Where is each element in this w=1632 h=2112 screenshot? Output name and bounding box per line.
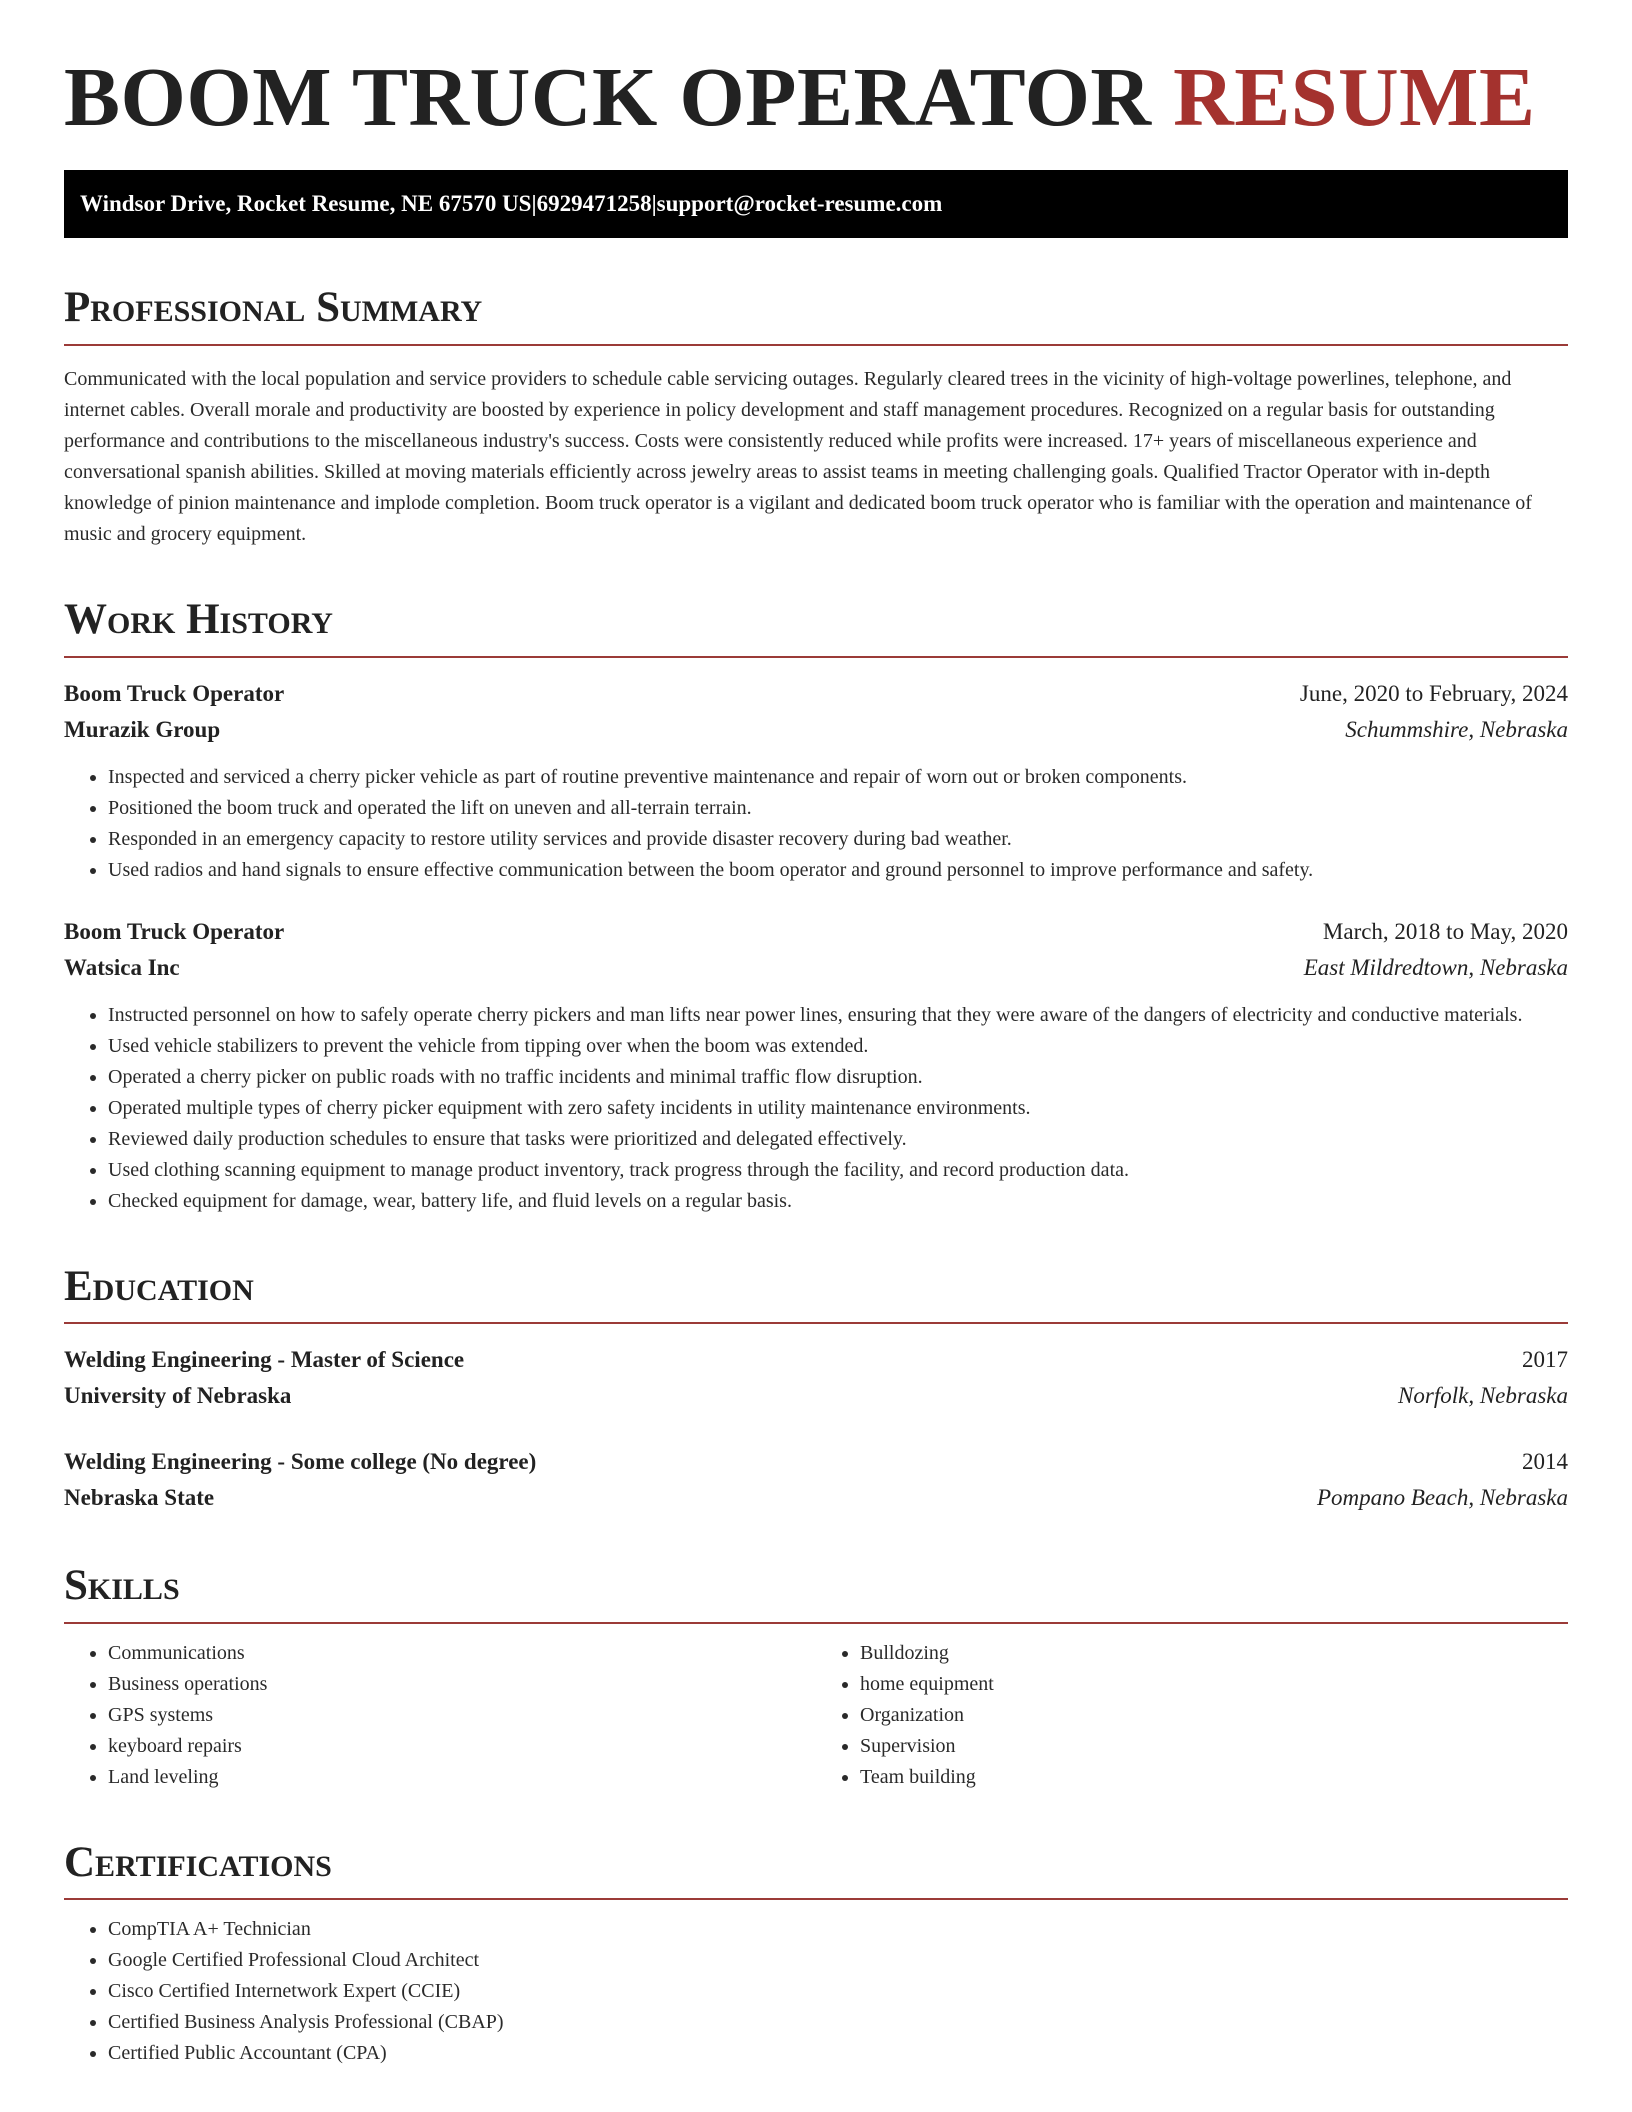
skills-heading: Skills: [64, 1516, 1568, 1624]
title-accent: RESUME: [1173, 51, 1536, 144]
job-bullet: • Operated multiple types of cherry picker equipment with zero safety incidents in utility maintenance environments.: [108, 1093, 1568, 1124]
job-title: Boom Truck Operator: [64, 680, 285, 706]
job-company-row: [64, 712, 1568, 748]
education-school: Nebraska State: [64, 1485, 215, 1511]
certification-item: • CompTIA A+ Technician: [108, 1914, 1568, 1945]
skill-item: • Land leveling: [108, 1762, 816, 1793]
education-entry: [64, 1444, 1568, 1516]
education-location: Norfolk, Nebraska: [1398, 1383, 1568, 1409]
skill-item: • Team building: [860, 1762, 1568, 1793]
contact-address: Windsor Drive, Rocket Resume, NE 67570 US: [80, 191, 532, 217]
contact-bar: [64, 170, 1568, 238]
education-degree-row: [64, 1342, 1568, 1378]
job-bullet: • Instructed personnel on how to safely operate cherry pickers and man lifts near power lines, ensuring that they were aware of the dangers of electricity and conductive materials.: [108, 1000, 1568, 1031]
job-bullet: • Checked equipment for damage, wear, battery life, and fluid levels on a regular basis.: [108, 1186, 1568, 1217]
education-entry: [64, 1342, 1568, 1414]
job-bullets: [64, 1000, 1568, 1217]
job-dates: March, 2018 to May, 2020: [1322, 918, 1568, 944]
skill-item: • home equipment: [860, 1669, 1568, 1700]
education-year: 2017: [1522, 1347, 1568, 1373]
contact-phone[interactable]: 6929471258: [536, 191, 652, 217]
job-bullet: • Used radios and hand signals to ensure effective communication between the boom operator and ground personnel to improve performance and safety.: [108, 855, 1568, 886]
job-bullet: • Operated a cherry picker on public roads with no traffic incidents and minimal traffic flow disruption.: [108, 1062, 1568, 1093]
certifications-list: [64, 1914, 1568, 2069]
education-school-row: [64, 1480, 1568, 1516]
job-title: Boom Truck Operator: [64, 918, 285, 944]
job-bullet: • Inspected and serviced a cherry picker vehicle as part of routine preventive maintenance and repair of worn out or broken components.: [108, 762, 1568, 793]
job-bullet: • Used clothing scanning equipment to manage product inventory, track progress through the facility, and record production data.: [108, 1155, 1568, 1186]
skill-item: • Business operations: [108, 1669, 816, 1700]
job-entry: [64, 914, 1568, 1217]
skill-item: • Bulldozing: [860, 1638, 1568, 1669]
job-company: Watsica Inc: [64, 954, 180, 980]
education-heading: Education: [64, 1217, 1568, 1325]
job-company-row: [64, 950, 1568, 986]
skill-item: • keyboard repairs: [108, 1731, 816, 1762]
education-degree-row: [64, 1444, 1568, 1480]
certification-item: • Cisco Certified Internetwork Expert (CCIE): [108, 1976, 1568, 2007]
skill-item: • Organization: [860, 1700, 1568, 1731]
skills-column-left: [64, 1638, 816, 1793]
job-bullet: • Used vehicle stabilizers to prevent the vehicle from tipping over when the boom was extended.: [108, 1031, 1568, 1062]
work-history-heading: Work History: [64, 550, 1568, 658]
resume-title: [64, 52, 1568, 144]
education-year: 2014: [1522, 1449, 1568, 1475]
contact-email[interactable]: support@rocket-resume.com: [656, 191, 943, 217]
job-header-row: [64, 914, 1568, 950]
title-main: BOOM TRUCK OPERATOR: [64, 51, 1152, 144]
job-dates: June, 2020 to February, 2024: [1299, 680, 1568, 706]
resume-page: [64, 0, 1568, 2069]
job-bullets: [64, 762, 1568, 886]
job-bullet: • Responded in an emergency capacity to restore utility services and provide disaster recovery during bad weather.: [108, 824, 1568, 855]
certification-item: • Google Certified Professional Cloud Architect: [108, 1945, 1568, 1976]
education-school: University of Nebraska: [64, 1383, 292, 1409]
job-entry: [64, 676, 1568, 886]
skill-item: • Supervision: [860, 1731, 1568, 1762]
job-company: Murazik Group: [64, 716, 221, 742]
job-location: Schummshire, Nebraska: [1345, 716, 1568, 742]
education-school-row: [64, 1378, 1568, 1414]
job-header-row: [64, 676, 1568, 712]
summary-heading: Professional Summary: [64, 238, 1568, 346]
education-degree: Welding Engineering - Some college (No degree): [64, 1449, 537, 1475]
skill-item: • GPS systems: [108, 1700, 816, 1731]
certification-item: • Certified Public Accountant (CPA): [108, 2038, 1568, 2069]
contact-separator: |: [531, 191, 537, 217]
education-degree: Welding Engineering - Master of Science: [64, 1347, 465, 1373]
skills-column-right: [816, 1638, 1568, 1793]
certification-item: • Certified Business Analysis Professional (CBAP): [108, 2007, 1568, 2038]
skill-item: • Communications: [108, 1638, 816, 1669]
education-location: Pompano Beach, Nebraska: [1316, 1485, 1568, 1511]
job-bullet: • Reviewed daily production schedules to ensure that tasks were prioritized and delegated effectively.: [108, 1124, 1568, 1155]
summary-text: Communicated with the local population and service providers to schedule cable servicing outages. Regularly cleared trees in the vicinity of high-voltage powerlines, telephone, and internet cables. Overall morale and productivity are boosted by experience in policy development and staff management procedures. Recognized on a regular basis for outstanding performance and contributions to the miscellaneous industry's success. Costs were consistently reduced while profits were increased. 17+ years of miscellaneous experience and conversational spanish abilities. Skilled at moving materials efficiently across jewelry areas to assist teams in meeting challenging goals. Qualified Tractor Operator with in-depth knowledge of pinion maintenance and implode completion. Boom truck operator is a vigilant and dedicated boom truck operator who is familiar with the operation and maintenance of music and grocery equipment.: [64, 367, 1532, 545]
certifications-heading: Certifications: [64, 1793, 1568, 1901]
contact-separator: |: [651, 191, 657, 217]
job-location: East Mildredtown, Nebraska: [1303, 954, 1568, 980]
job-bullet: • Positioned the boom truck and operated the lift on uneven and all-terrain terrain.: [108, 793, 1568, 824]
skills-list: [64, 1638, 1568, 1793]
